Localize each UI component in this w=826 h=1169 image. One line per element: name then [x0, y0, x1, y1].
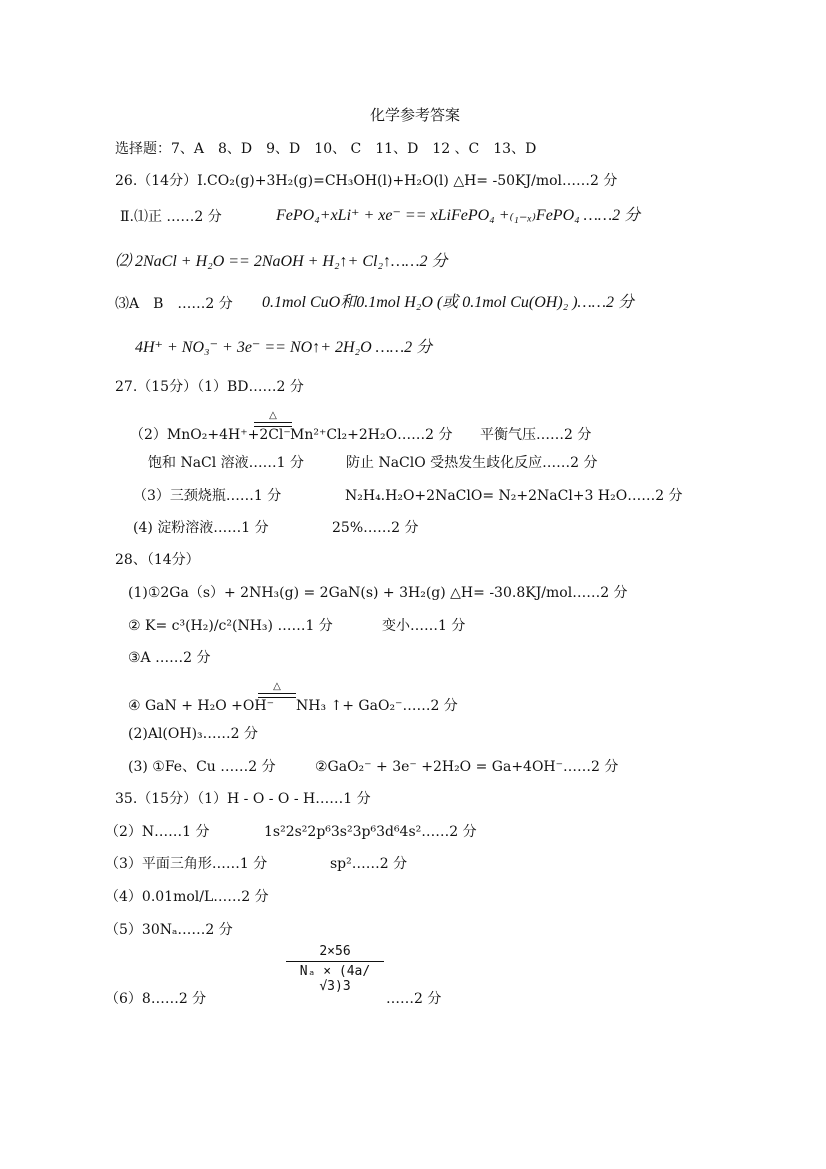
q26-ii1-electrode: Ⅱ.⑴正 ……2 分 — [120, 209, 222, 225]
q26-ii1-equation: FePO₄+xLi⁺ + xe⁻ == xLiFePO₄ +₍₁₋ₓ₎FePO₄ ……2 分 — [276, 207, 641, 224]
q26-ii3-half-reaction: 4H⁺ + NO₃⁻ + 3e⁻ == NO↑+ 2H₂O ……2 分 — [135, 339, 433, 356]
q27-4-indicator: (4) 淀粉溶液……1 分 — [133, 520, 269, 536]
q26-ii2-equation: ⑵ 2NaCl + H₂O == 2NaOH + H₂↑+ Cl₂↑……2 分 — [115, 253, 448, 270]
q28-6-half-reaction: ②GaO₂⁻ + 3e⁻ +2H₂O = Ga+4OH⁻……2 分 — [315, 759, 619, 775]
delta-symbol: △ — [273, 681, 281, 692]
q26-heading: 26.（14分）Ⅰ.CO₂(g)+3H₂(g)=CH₃OH(l)+H₂O(l) △H= -50KJ/mol……2 分 — [115, 173, 618, 189]
q28-2-expression: ② K= c³(H₂)/c²(NH₃) ……1 分 — [128, 618, 333, 634]
q28-5-precipitate: (2)Al(OH)₃……2 分 — [128, 726, 258, 742]
q28-6-metals: (3) ①Fe、Cu ……2 分 — [128, 759, 276, 775]
q28-2-change: 变小……1 分 — [382, 618, 466, 634]
q35-6-coordination: （6）8……2 分 — [105, 991, 207, 1007]
density-fraction — [286, 944, 384, 994]
heating-condition-mark — [254, 411, 292, 427]
delta-symbol: △ — [269, 410, 277, 421]
q28-4-reactants: ④ GaN + H₂O +OH⁻ — [128, 698, 274, 714]
q35-4-concentration: （4）0.01mol/L……2 分 — [105, 889, 269, 905]
q27-2-function: 平衡气压……2 分 — [480, 427, 592, 443]
q28-1-equation: (1)①2Ga（s）+ 2NH₃(g) = 2GaN(s) + 3H₂(g) △H= -30.8KJ/mol……2 分 — [128, 585, 628, 601]
q27-3-apparatus: （3）三颈烧瓶……1 分 — [133, 488, 282, 504]
q27-reagent: 饱和 NaCl 溶液……1 分 — [148, 455, 305, 471]
q35-3-hybridization: sp²……2 分 — [330, 856, 408, 872]
q35-2-element: （2）N……1 分 — [105, 824, 210, 840]
q27-3-equation: N₂H₄.H₂O+2NaClO= N₂+2NaCl+3 H₂O……2 分 — [345, 488, 683, 504]
q35-3-shape: （3）平面三角形……1 分 — [105, 856, 268, 872]
q28-heading: 28、（14分） — [115, 552, 200, 568]
equal-bars — [258, 693, 296, 698]
fraction-denominator: Nₐ × (4a/√3)3 — [299, 964, 371, 994]
q35-5-count: （5）30Nₐ……2 分 — [105, 922, 233, 938]
choice-answers: 选择题：7、A 8、D 9、D 10、 C 11、D 12 、C 13、D — [115, 141, 537, 157]
q27-4-percent: 25%……2 分 — [332, 520, 419, 536]
q27-purpose: 防止 NaClO 受热发生歧化反应……2 分 — [346, 455, 598, 471]
q27-2-reactants: （2）MnO₂+4H⁺+2Cl⁻ — [130, 427, 291, 443]
fraction-numerator: 2×56 — [286, 944, 384, 962]
q28-3-choice: ③A ……2 分 — [128, 650, 211, 666]
q35-6-score: ……2 分 — [386, 991, 442, 1007]
q27-2-products: Mn²⁺Cl₂+2H₂O……2 分 — [290, 427, 453, 443]
q35-heading: 35.（15分）（1）H - O - O - H……1 分 — [115, 791, 371, 807]
q26-ii3-choice: ⑶A B ……2 分 — [115, 296, 233, 312]
page-title: 化学参考答案 — [370, 106, 461, 124]
q27-heading: 27.（15分）（1）BD……2 分 — [115, 379, 304, 395]
q35-2-configuration: 1s²2s²2p⁶3s²3p⁶3d⁶4s²……2 分 — [264, 824, 477, 840]
equal-bars — [254, 422, 292, 427]
heating-condition-mark — [258, 682, 296, 698]
q28-4-products: NH₃ ↑+ GaO₂⁻……2 分 — [296, 698, 458, 714]
q26-ii3-substance: 0.1mol CuO和0.1mol H₂O (或 0.1mol Cu(OH)₂ )……2 分 — [262, 294, 635, 311]
